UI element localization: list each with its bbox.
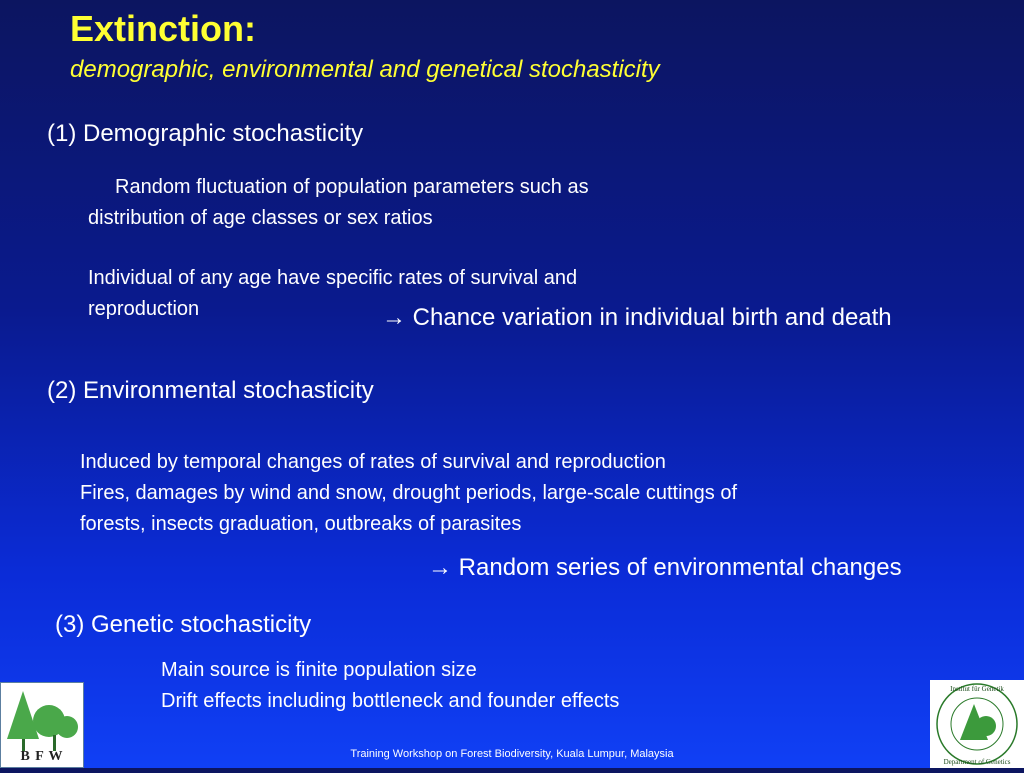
genetic-heading: (3) Genetic stochasticity	[55, 611, 312, 638]
demographic-text-1	[88, 172, 589, 234]
genetics-logo	[930, 680, 1024, 768]
demographic-line: Random fluctuation of population parameters such as	[115, 176, 589, 198]
genetic-text	[161, 655, 619, 717]
genetics-seal-icon	[930, 680, 1024, 768]
genetic-line: Main source is finite population size	[161, 659, 477, 681]
arrow-right-icon: →	[428, 554, 452, 581]
environmental-conclusion	[428, 554, 902, 582]
demographic-conclusion	[382, 304, 892, 332]
bfw-logo-text: B F W	[20, 749, 64, 764]
demographic-line: Individual of any age have specific rates of survival and	[88, 267, 578, 289]
demographic-heading: (1) Demographic stochasticity	[47, 120, 364, 147]
environmental-heading: (2) Environmental stochasticity	[47, 377, 374, 404]
bfw-logo	[0, 682, 84, 768]
slide-title: Extinction:	[70, 8, 256, 49]
demographic-line: distribution of age classes or sex ratios	[88, 207, 433, 229]
demographic-conclusion-text: Chance variation in individual birth and death	[412, 304, 892, 331]
arrow-right-icon: →	[382, 304, 406, 331]
environmental-conclusion-text: Random series of environmental changes	[458, 554, 902, 581]
genetic-line: Drift effects including bottleneck and founder effects	[161, 690, 620, 712]
environmental-text	[80, 447, 737, 540]
svg-text:Department of Genetics: Department of Genetics	[943, 758, 1011, 766]
demographic-line: reproduction	[88, 298, 200, 320]
slide-subtitle: demographic, environmental and genetical stochasticity	[70, 56, 660, 83]
environmental-line: forests, insects graduation, outbreaks of parasites	[80, 513, 522, 535]
svg-text:Institut für Genetik: Institut für Genetik	[950, 685, 1004, 693]
environmental-line: Fires, damages by wind and snow, drought periods, large-scale cuttings of	[80, 482, 738, 504]
slide-footer: Training Workshop on Forest Biodiversity, Kuala Lumpur, Malaysia	[350, 748, 674, 760]
environmental-line: Induced by temporal changes of rates of survival and reproduction	[80, 451, 666, 473]
